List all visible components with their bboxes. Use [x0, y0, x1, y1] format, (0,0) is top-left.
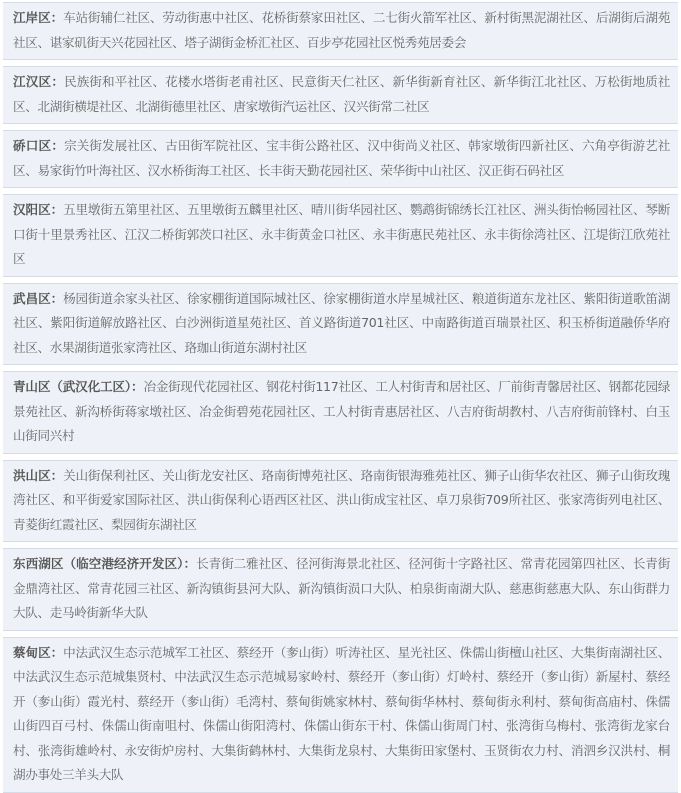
district-section-caidian	[3, 637, 678, 793]
community-list: 冶金街现代花园社区、钢花村街117社区、工人村街青和居社区、厂前街青馨居社区、钢都花园绿景苑社区、新沟桥街蒋家墩社区、冶金街碧苑花园社区、工人村街青惠居社区、八吉府街胡教村、八吉府街前锋村、白玉山街同兴村	[13, 379, 670, 443]
district-section-jianghan	[3, 66, 678, 124]
community-list: 关山街保利社区、关山街龙安社区、珞南街博苑社区、珞南街银海雅苑社区、狮子山街华农社区、狮子山街玫瑰湾社区、和平街爱家国际社区、洪山街保利心语西区社区、洪山街成宝社区、卓刀泉街709所社区、张家湾街列电社区、青菱街红霞社区、梨园街东湖社区	[13, 467, 670, 532]
community-list: 杨园街道余家头社区、徐家棚街道国际城社区、徐家棚街道水岸星城社区、粮道街道东龙社区、紫阳街道歌笛湖社区、紫阳街道解放路社区、白沙洲街道星苑社区、首义路街道701社区、中南路街道百瑞景社区、积玉桥街道融侨华府社区、水果湖街道张家湾社区、珞珈山街道东湖村社区	[13, 290, 670, 355]
district-section-wuchang	[3, 283, 678, 366]
district-section-jiangan	[3, 2, 678, 60]
district-section-qingshan	[3, 371, 678, 454]
district-section-dongxihu	[3, 548, 678, 631]
community-list: 宗关街发展社区、古田街军院社区、宝丰街公路社区、汉中街尚义社区、韩家墩街四新社区、六角亭街游艺社区、易家街竹叶海社区、汉水桥街海工社区、长丰街天勤花园社区、荣华街中山社区、汉正街石码社区	[13, 138, 670, 178]
community-list: 民族街和平社区、花楼水塔街老甫社区、民意街天仁社区、新华街新育社区、新华街江北社区、万松街地质社区、北湖街横堤社区、北湖街德里社区、唐家墩街汽运社区、汉兴街常二社区	[13, 74, 670, 114]
district-name: 武昌区：	[13, 290, 64, 306]
district-section-hongshan	[3, 460, 678, 543]
district-name: 青山区（武汉化工区）：	[13, 379, 144, 394]
district-name: 洪山区：	[13, 467, 64, 483]
district-name: 蔡甸区：	[13, 644, 64, 660]
district-section-hanyang	[3, 194, 678, 277]
district-name: 硚口区：	[13, 138, 65, 153]
district-name: 江汉区：	[13, 74, 65, 89]
district-name: 江岸区：	[13, 10, 64, 25]
community-list: 长青街二雅社区、径河街海景北社区、径河街十字路社区、常青花园第四社区、长青街金鼎湾社区、常青花园三社区、新沟镇街县河大队、新沟镇街涢口大队、柏泉街南湖大队、慈惠街慈惠大队、东山街群力大队、走马岭街新华大队	[13, 556, 670, 620]
district-section-qiaokou	[3, 130, 678, 188]
community-list: 车站街辅仁社区、劳动街惠中社区、花桥街蔡家田社区、二七街火箭军社区、新村街黑泥湖社区、后湖街后湖苑社区、谌家矶街天兴花园社区、塔子湖街金桥汇社区、百步亭花园社区悦秀苑居委会	[13, 10, 670, 50]
district-name: 汉阳区：	[13, 202, 64, 217]
community-list: 中法武汉生态示范城军工社区、蔡经开（奓山街）听涛社区、星光社区、侏儒山街檀山社区、大集街南湖社区、中法武汉生态示范城集贤村、中法武汉生态示范城易家岭村、蔡经开（奓山街）灯岭村、蔡经开（奓山街）新屋村、蔡经开（奓山街）霞光村、蔡经开（奓山街）毛湾村、蔡甸街姚家林村、蔡甸街华林村、蔡甸街永利村、蔡甸街高庙村、侏儒山街四百弓村、侏儒山街南咀村、侏儒山街阳湾村、侏儒山街东干村、侏儒山街周门村、张湾街乌梅村、张湾街龙家台村、张湾街雄岭村、永安街炉房村、大集街鹤林村、大集街龙泉村、大集街田家堡村、玉贤街农力村、消泗乡汉洪村、桐湖办事处三羊头大队	[13, 644, 670, 782]
district-name: 东西湖区（临空港经济开发区）：	[13, 556, 197, 571]
community-list: 五里墩街五第里社区、五里墩街五麟里社区、晴川街华园社区、鹦鹉街锦绣长江社区、洲头街怡畅园社区、琴断口街十里景秀社区、江汉二桥街郭茨口社区、永丰街黄金口社区、永丰街惠民苑社区、永丰街徐湾社区、江堤街江欣苑社区	[13, 202, 670, 266]
